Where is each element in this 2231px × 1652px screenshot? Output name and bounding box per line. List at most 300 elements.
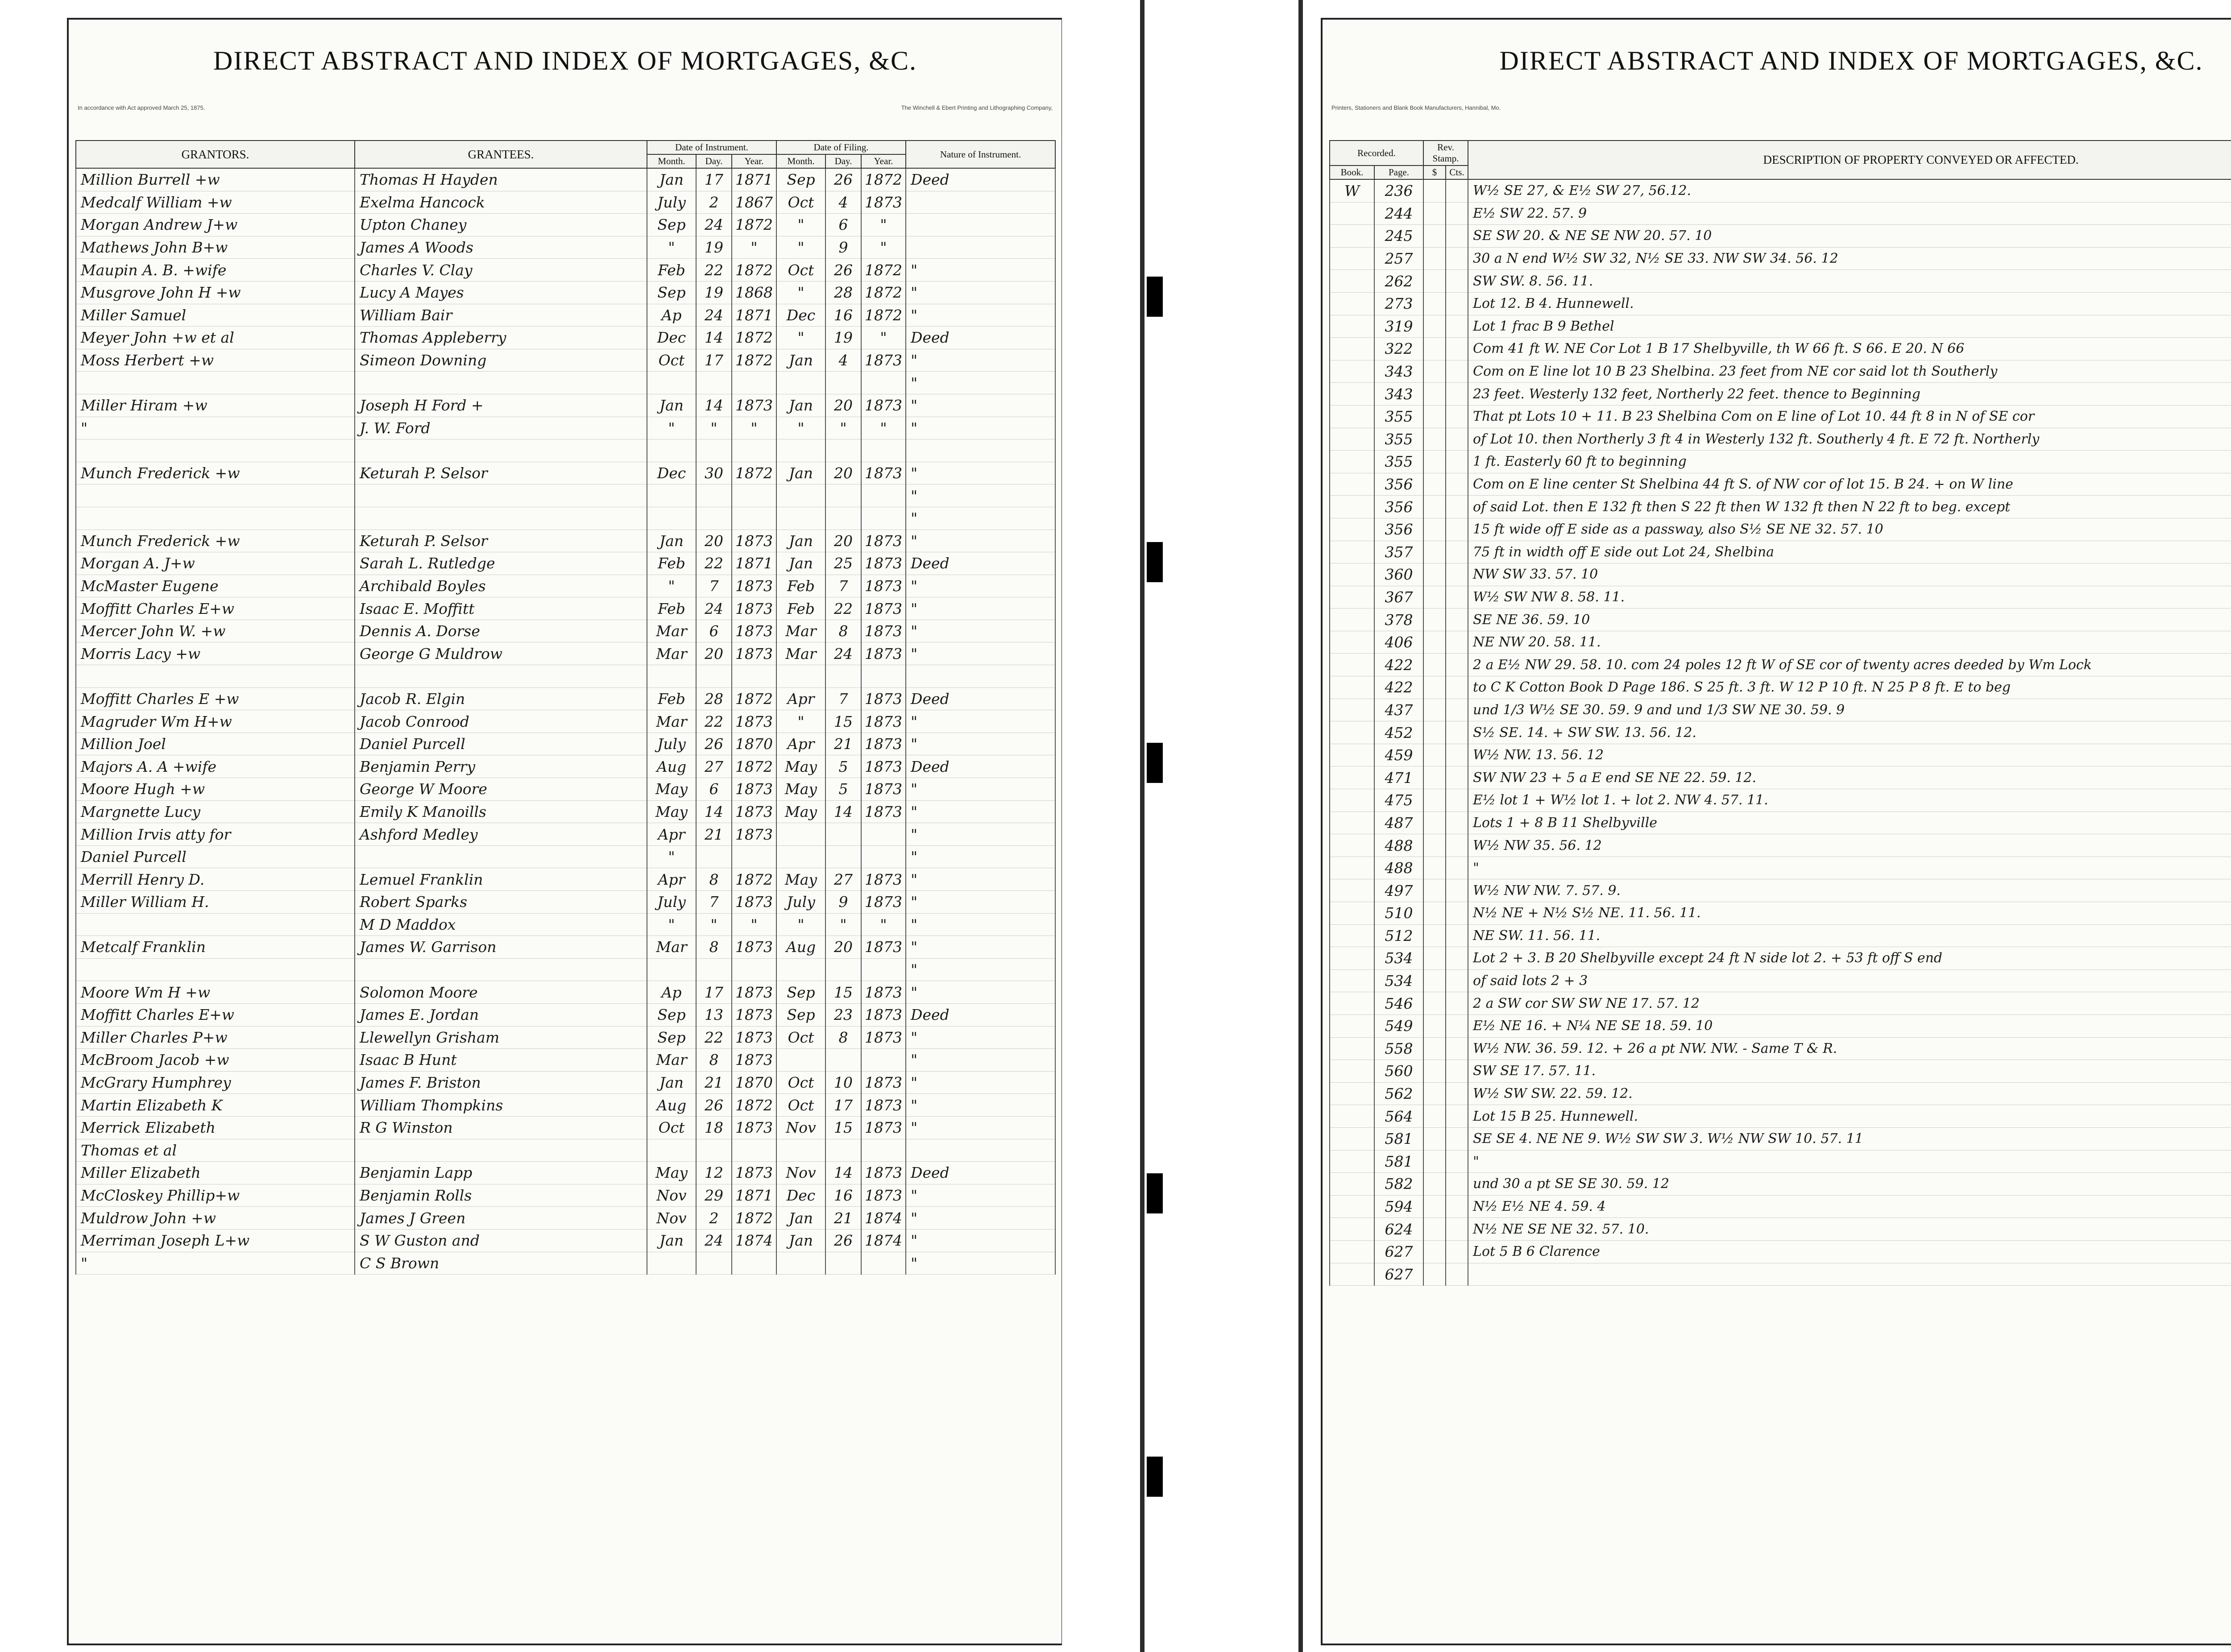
grantee-cell: S W Guston and xyxy=(355,1229,647,1252)
table-row xyxy=(76,417,1055,439)
grantee-cell: Benjamin Perry xyxy=(355,755,647,778)
filing-month-cell: Feb xyxy=(776,597,825,620)
instrument-day-cell xyxy=(696,439,732,462)
instrument-year-cell: 1873 xyxy=(732,642,776,665)
page-cell: 497 xyxy=(1374,879,1423,902)
description-cell: SW SE 17. 57. 11. xyxy=(1468,1060,2231,1083)
grantor-cell: Martin Elizabeth K xyxy=(76,1094,355,1117)
table-row xyxy=(1330,405,2231,428)
instrument-year-cell xyxy=(732,1139,776,1162)
grantor-cell xyxy=(76,439,355,462)
filing-year-cell: " xyxy=(861,236,906,259)
instrument-day-cell: 14 xyxy=(696,394,732,417)
nature-cell: " xyxy=(906,733,1055,755)
stamp-cents-cell xyxy=(1446,857,1468,879)
filing-day-cell: 14 xyxy=(825,1162,861,1184)
table-row xyxy=(76,349,1055,372)
table-row xyxy=(1330,1173,2231,1196)
instrument-month-cell: July xyxy=(647,891,696,914)
stamp-cents-cell xyxy=(1446,1105,1468,1128)
grantee-cell: Thomas Appleberry xyxy=(355,327,647,349)
instrument-day-cell: 8 xyxy=(696,936,732,959)
description-cell: Lots 1 + 8 B 11 Shelbyville xyxy=(1468,812,2231,834)
nature-cell: " xyxy=(906,778,1055,801)
page-cell: 367 xyxy=(1374,586,1423,609)
nature-cell: Deed xyxy=(906,552,1055,575)
instrument-month-cell: July xyxy=(647,733,696,755)
filing-year-cell: 1873 xyxy=(861,891,906,914)
filing-day-cell: 19 xyxy=(825,327,861,349)
book-cell xyxy=(1330,969,1374,992)
description-cell: W½ SW SW. 22. 59. 12. xyxy=(1468,1082,2231,1105)
instrument-year-cell: 1871 xyxy=(732,552,776,575)
stamp-dollars-cell xyxy=(1423,518,1446,541)
grantee-cell: James J Green xyxy=(355,1207,647,1230)
nature-cell xyxy=(906,236,1055,259)
nature-cell xyxy=(906,1139,1055,1162)
instrument-year-cell: 1873 xyxy=(732,981,776,1004)
filing-month-cell: Mar xyxy=(776,642,825,665)
grantor-cell: McBroom Jacob +w xyxy=(76,1049,355,1072)
description-cell: SE SW 20. & NE SE NW 20. 57. 10 xyxy=(1468,225,2231,248)
grantee-cell xyxy=(355,665,647,688)
filing-day-cell xyxy=(825,507,861,530)
page-cell: 512 xyxy=(1374,924,1423,947)
grantee-cell: Isaac E. Moffitt xyxy=(355,597,647,620)
instrument-year-cell: 1872 xyxy=(732,755,776,778)
page-cell: 627 xyxy=(1374,1263,1423,1286)
table-row xyxy=(76,755,1055,778)
nature-cell: Deed xyxy=(906,1003,1055,1026)
grantor-cell: Margnette Lucy xyxy=(76,800,355,823)
book-cell xyxy=(1330,1263,1374,1286)
filing-month-cell: Oct xyxy=(776,1026,825,1049)
description-cell: N½ E½ NE 4. 59. 4 xyxy=(1468,1195,2231,1218)
filing-day-cell: 28 xyxy=(825,281,861,304)
stamp-dollars-cell xyxy=(1423,902,1446,925)
nature-cell xyxy=(906,439,1055,462)
filing-year-cell: 1874 xyxy=(861,1229,906,1252)
table-row xyxy=(1330,1105,2231,1128)
grantor-cell: Miller Elizabeth xyxy=(76,1162,355,1184)
table-row xyxy=(76,1071,1055,1094)
table-row xyxy=(1330,902,2231,925)
page-cell: 459 xyxy=(1374,744,1423,766)
instrument-year-cell: 1872 xyxy=(732,349,776,372)
grantor-cell: Musgrove John H +w xyxy=(76,281,355,304)
description-cell: W½ SW NW 8. 58. 11. xyxy=(1468,586,2231,609)
filing-day-cell: 20 xyxy=(825,530,861,552)
table-row xyxy=(76,1049,1055,1072)
stamp-cents-cell xyxy=(1446,834,1468,857)
page-cell: 581 xyxy=(1374,1150,1423,1173)
book-cell xyxy=(1330,902,1374,925)
instrument-month-cell: Nov xyxy=(647,1184,696,1207)
filing-year-cell xyxy=(861,665,906,688)
grantor-cell: Maupin A. B. +wife xyxy=(76,259,355,282)
table-row xyxy=(76,620,1055,642)
stamp-cents-cell xyxy=(1446,1082,1468,1105)
table-row xyxy=(76,800,1055,823)
table-row xyxy=(1330,631,2231,654)
book-cell xyxy=(1330,992,1374,1015)
page-cell: 475 xyxy=(1374,789,1423,812)
instrument-month-cell xyxy=(647,507,696,530)
filing-day-cell: " xyxy=(825,417,861,439)
stamp-dollars-cell xyxy=(1423,292,1446,315)
filing-day-cell: 6 xyxy=(825,214,861,236)
page-cell: 510 xyxy=(1374,902,1423,925)
page-cell: 487 xyxy=(1374,812,1423,834)
table-row xyxy=(1330,1127,2231,1150)
grantee-cell: Llewellyn Grisham xyxy=(355,1026,647,1049)
stamp-cents-cell xyxy=(1446,1150,1468,1173)
stamp-cents-cell xyxy=(1446,202,1468,225)
filing-month-cell: " xyxy=(776,236,825,259)
filing-day-cell: 20 xyxy=(825,936,861,959)
filing-year-cell xyxy=(861,507,906,530)
table-row xyxy=(1330,1014,2231,1037)
table-row xyxy=(1330,1240,2231,1263)
page-cell: 488 xyxy=(1374,857,1423,879)
stamp-cents-cell xyxy=(1446,315,1468,338)
nature-cell: Deed xyxy=(906,687,1055,710)
filing-year-cell xyxy=(861,845,906,868)
nature-cell: " xyxy=(906,620,1055,642)
table-row xyxy=(76,575,1055,597)
stamp-dollars-cell xyxy=(1423,451,1446,473)
instrument-month-cell: July xyxy=(647,191,696,214)
stamp-cents-cell xyxy=(1446,563,1468,586)
filing-month-cell xyxy=(776,665,825,688)
filing-day-cell xyxy=(825,1049,861,1072)
page-cell: 262 xyxy=(1374,270,1423,293)
stamp-cents-cell xyxy=(1446,924,1468,947)
stamp-dollars-cell xyxy=(1423,225,1446,248)
nature-cell: " xyxy=(906,936,1055,959)
page-cell: 452 xyxy=(1374,721,1423,744)
stamp-dollars-cell xyxy=(1423,766,1446,789)
stamp-dollars-cell xyxy=(1423,676,1446,699)
table-row xyxy=(1330,1037,2231,1060)
filing-year-cell: 1873 xyxy=(861,349,906,372)
filing-year-cell xyxy=(861,372,906,394)
page-cell: 546 xyxy=(1374,992,1423,1015)
grantor-cell: Moss Herbert +w xyxy=(76,349,355,372)
instrument-year-cell xyxy=(732,1252,776,1275)
filing-day-cell: 22 xyxy=(825,597,861,620)
nature-cell: " xyxy=(906,462,1055,484)
grantors-header: GRANTORS. xyxy=(76,141,355,168)
grantor-cell: Moore Wm H +w xyxy=(76,981,355,1004)
filing-year-cell: 1873 xyxy=(861,733,906,755)
nature-cell: " xyxy=(906,1094,1055,1117)
description-cell: 2 a E½ NW 29. 58. 10. com 24 poles 12 ft W of SE cor of twenty acres deeded by Wm Lock xyxy=(1468,654,2231,676)
stamp-dollars-cell xyxy=(1423,496,1446,518)
filing-year-cell: 1873 xyxy=(861,394,906,417)
instrument-month-cell: Jan xyxy=(647,1229,696,1252)
grantor-cell: McGrary Humphrey xyxy=(76,1071,355,1094)
instrument-day-cell: 7 xyxy=(696,891,732,914)
nature-cell: " xyxy=(906,597,1055,620)
instrument-day-cell: 2 xyxy=(696,191,732,214)
table-row xyxy=(76,1139,1055,1162)
instrument-day-cell: 18 xyxy=(696,1116,732,1139)
page-cell: 406 xyxy=(1374,631,1423,654)
filing-day-cell: 26 xyxy=(825,259,861,282)
filing-month-cell: " xyxy=(776,710,825,733)
filing-day-cell xyxy=(825,845,861,868)
description-cell: Com on E line lot 10 B 23 Shelbina. 23 feet from NE cor said lot th Southerly xyxy=(1468,360,2231,383)
table-row xyxy=(1330,473,2231,496)
filing-day-header: Day. xyxy=(825,154,861,168)
table-row xyxy=(1330,518,2231,541)
instrument-year-cell: 1873 xyxy=(732,1049,776,1072)
filing-month-cell xyxy=(776,958,825,981)
nature-cell: " xyxy=(906,913,1055,936)
stamp-dollars-cell xyxy=(1423,360,1446,383)
stamp-dollars-cell xyxy=(1423,631,1446,654)
table-row xyxy=(1330,879,2231,902)
table-row xyxy=(1330,563,2231,586)
stamp-cents-cell xyxy=(1446,1173,1468,1196)
description-cell: of Lot 10. then Northerly 3 ft 4 in Westerly 132 ft. Southerly 4 ft. E 72 ft. Northerly xyxy=(1468,428,2231,451)
instrument-month-cell: Ap xyxy=(647,304,696,327)
grantor-cell xyxy=(76,507,355,530)
table-row xyxy=(76,1162,1055,1184)
table-row xyxy=(1330,654,2231,676)
stamp-cents-cell xyxy=(1446,1014,1468,1037)
book-cell xyxy=(1330,924,1374,947)
table-row xyxy=(1330,947,2231,970)
nature-cell: " xyxy=(906,868,1055,891)
grantee-cell: Isaac B Hunt xyxy=(355,1049,647,1072)
stamp-dollars-cell xyxy=(1423,541,1446,563)
book-cell xyxy=(1330,473,1374,496)
grantee-cell: Ashford Medley xyxy=(355,823,647,846)
page-cell: 356 xyxy=(1374,473,1423,496)
grantor-cell: Majors A. A +wife xyxy=(76,755,355,778)
book-cell xyxy=(1330,405,1374,428)
nature-cell: " xyxy=(906,1116,1055,1139)
table-row xyxy=(1330,766,2231,789)
book-cell xyxy=(1330,202,1374,225)
filing-month-cell: Oct xyxy=(776,259,825,282)
grantor-cell: Miller William H. xyxy=(76,891,355,914)
page-cell: 564 xyxy=(1374,1105,1423,1128)
instrument-year-cell: 1871 xyxy=(732,168,776,191)
instrument-day-cell: 14 xyxy=(696,327,732,349)
table-row xyxy=(1330,1150,2231,1173)
instrument-year-cell: 1872 xyxy=(732,1094,776,1117)
nature-cell: " xyxy=(906,1207,1055,1230)
filing-day-cell: 10 xyxy=(825,1071,861,1094)
left-ledger-rows xyxy=(76,168,1055,1275)
filing-year-cell: 1873 xyxy=(861,552,906,575)
table-row xyxy=(1330,1263,2231,1286)
nature-cell: " xyxy=(906,1252,1055,1275)
filing-year-cell xyxy=(861,1252,906,1275)
grantee-cell: Charles V. Clay xyxy=(355,259,647,282)
filing-day-cell xyxy=(825,823,861,846)
filing-year-cell: 1873 xyxy=(861,462,906,484)
binding-mark xyxy=(1147,1173,1163,1213)
instrument-day-cell: 19 xyxy=(696,236,732,259)
filing-year-cell: 1873 xyxy=(861,597,906,620)
instrument-day-cell: 17 xyxy=(696,349,732,372)
instrument-day-cell: 22 xyxy=(696,259,732,282)
instrument-day-cell: 22 xyxy=(696,552,732,575)
instrument-day-cell: 6 xyxy=(696,778,732,801)
table-row xyxy=(76,642,1055,665)
grantee-cell: C S Brown xyxy=(355,1252,647,1275)
description-cell: 75 ft in width off E side out Lot 24, Shelbina xyxy=(1468,541,2231,563)
page-cell: 355 xyxy=(1374,451,1423,473)
instrument-day-cell: 13 xyxy=(696,1003,732,1026)
grantor-cell xyxy=(76,665,355,688)
filing-day-cell: 23 xyxy=(825,1003,861,1026)
page-cell: 245 xyxy=(1374,225,1423,248)
book-gutter xyxy=(1062,0,1321,1652)
filing-month-cell: " xyxy=(776,214,825,236)
instrument-month-cell: Aug xyxy=(647,1094,696,1117)
description-cell: 30 a N end W½ SW 32, N½ SE 33. NW SW 34. 56. 12 xyxy=(1468,247,2231,270)
description-cell xyxy=(1468,1263,2231,1286)
grantee-cell xyxy=(355,845,647,868)
stamp-cents-cell xyxy=(1446,992,1468,1015)
filing-month-cell: July xyxy=(776,891,825,914)
book-cell xyxy=(1330,947,1374,970)
filing-day-cell xyxy=(825,1252,861,1275)
filing-year-cell: " xyxy=(861,327,906,349)
nature-cell: Deed xyxy=(906,168,1055,191)
grantee-cell: R G Winston xyxy=(355,1116,647,1139)
filing-year-cell: 1872 xyxy=(861,168,906,191)
filing-year-cell: 1873 xyxy=(861,755,906,778)
table-row xyxy=(76,913,1055,936)
grantor-cell: Merrill Henry D. xyxy=(76,868,355,891)
filing-day-cell: 27 xyxy=(825,868,861,891)
book-cell xyxy=(1330,1173,1374,1196)
stamp-dollars-cell xyxy=(1423,247,1446,270)
grantor-cell: " xyxy=(76,1252,355,1275)
nature-cell: " xyxy=(906,958,1055,981)
book-cell xyxy=(1330,1150,1374,1173)
page-cell: 627 xyxy=(1374,1240,1423,1263)
instrument-year-header: Year. xyxy=(732,154,776,168)
grantee-cell: Sarah L. Rutledge xyxy=(355,552,647,575)
table-row xyxy=(1330,315,2231,338)
page-cell: 355 xyxy=(1374,405,1423,428)
filing-month-cell: Jan xyxy=(776,552,825,575)
instrument-month-cell xyxy=(647,1252,696,1275)
table-row xyxy=(76,281,1055,304)
page-cell: 257 xyxy=(1374,247,1423,270)
instrument-day-cell: 27 xyxy=(696,755,732,778)
description-cell: und 1/3 W½ SE 30. 59. 9 and und 1/3 SW NE 30. 59. 9 xyxy=(1468,699,2231,721)
filing-month-cell: May xyxy=(776,800,825,823)
instrument-year-cell: 1873 xyxy=(732,823,776,846)
grantor-cell: Merriman Joseph L+w xyxy=(76,1229,355,1252)
table-row xyxy=(1330,360,2231,383)
filing-day-cell: 21 xyxy=(825,733,861,755)
instrument-year-cell xyxy=(732,372,776,394)
table-row xyxy=(76,1207,1055,1230)
filing-year-cell: " xyxy=(861,214,906,236)
instrument-day-cell: 17 xyxy=(696,168,732,191)
instrument-month-cell: Apr xyxy=(647,868,696,891)
filing-month-cell: " xyxy=(776,417,825,439)
stamp-cents-cell xyxy=(1446,812,1468,834)
stamp-dollars-cell xyxy=(1423,924,1446,947)
stamp-cents-cell xyxy=(1446,451,1468,473)
table-row xyxy=(76,710,1055,733)
filing-month-cell: " xyxy=(776,327,825,349)
table-row xyxy=(76,394,1055,417)
stamp-dollars-cell xyxy=(1423,202,1446,225)
filing-year-cell: 1873 xyxy=(861,710,906,733)
table-row xyxy=(1330,586,2231,609)
table-row xyxy=(1330,744,2231,766)
description-cell: SE NE 36. 59. 10 xyxy=(1468,609,2231,631)
filing-day-cell: 24 xyxy=(825,642,861,665)
page-cell: 471 xyxy=(1374,766,1423,789)
filing-year-cell: 1873 xyxy=(861,936,906,959)
stamp-cents-cell xyxy=(1446,699,1468,721)
instrument-year-cell xyxy=(732,484,776,507)
page-cell: 560 xyxy=(1374,1060,1423,1083)
nature-cell: " xyxy=(906,891,1055,914)
stamp-cents-cell xyxy=(1446,902,1468,925)
grantee-cell: Simeon Downing xyxy=(355,349,647,372)
description-cell: N½ NE + N½ S½ NE. 11. 56. 11. xyxy=(1468,902,2231,925)
instrument-month-cell: Oct xyxy=(647,1116,696,1139)
instrument-day-cell: 7 xyxy=(696,575,732,597)
filing-year-cell: 1872 xyxy=(861,259,906,282)
filing-month-cell: Sep xyxy=(776,168,825,191)
grantor-cell: Million Joel xyxy=(76,733,355,755)
stamp-cents-cell xyxy=(1446,496,1468,518)
table-row xyxy=(1330,699,2231,721)
book-cell xyxy=(1330,292,1374,315)
instrument-year-cell: 1873 xyxy=(732,394,776,417)
instrument-year-cell: 1873 xyxy=(732,1162,776,1184)
table-row xyxy=(76,891,1055,914)
filing-month-cell: Jan xyxy=(776,349,825,372)
filing-year-cell: " xyxy=(861,913,906,936)
page-cell: 319 xyxy=(1374,315,1423,338)
instrument-month-cell: Sep xyxy=(647,281,696,304)
filing-day-cell: 8 xyxy=(825,1026,861,1049)
table-row xyxy=(76,1184,1055,1207)
filing-month-cell xyxy=(776,1139,825,1162)
table-row xyxy=(76,372,1055,394)
binding-mark xyxy=(1147,277,1163,317)
grantee-cell: Daniel Purcell xyxy=(355,733,647,755)
filing-month-cell: May xyxy=(776,868,825,891)
grantor-cell: Magruder Wm H+w xyxy=(76,710,355,733)
filing-date-header: Date of Filing. xyxy=(776,141,906,154)
filing-day-cell: 21 xyxy=(825,1207,861,1230)
instrument-year-cell: 1873 xyxy=(732,710,776,733)
grantor-cell: Million Irvis atty for xyxy=(76,823,355,846)
instrument-year-cell: 1873 xyxy=(732,1003,776,1026)
grantee-cell xyxy=(355,372,647,394)
page-cell: 422 xyxy=(1374,654,1423,676)
grantee-cell: George G Muldrow xyxy=(355,642,647,665)
grantee-cell: Archibald Boyles xyxy=(355,575,647,597)
stamp-cents-cell xyxy=(1446,518,1468,541)
